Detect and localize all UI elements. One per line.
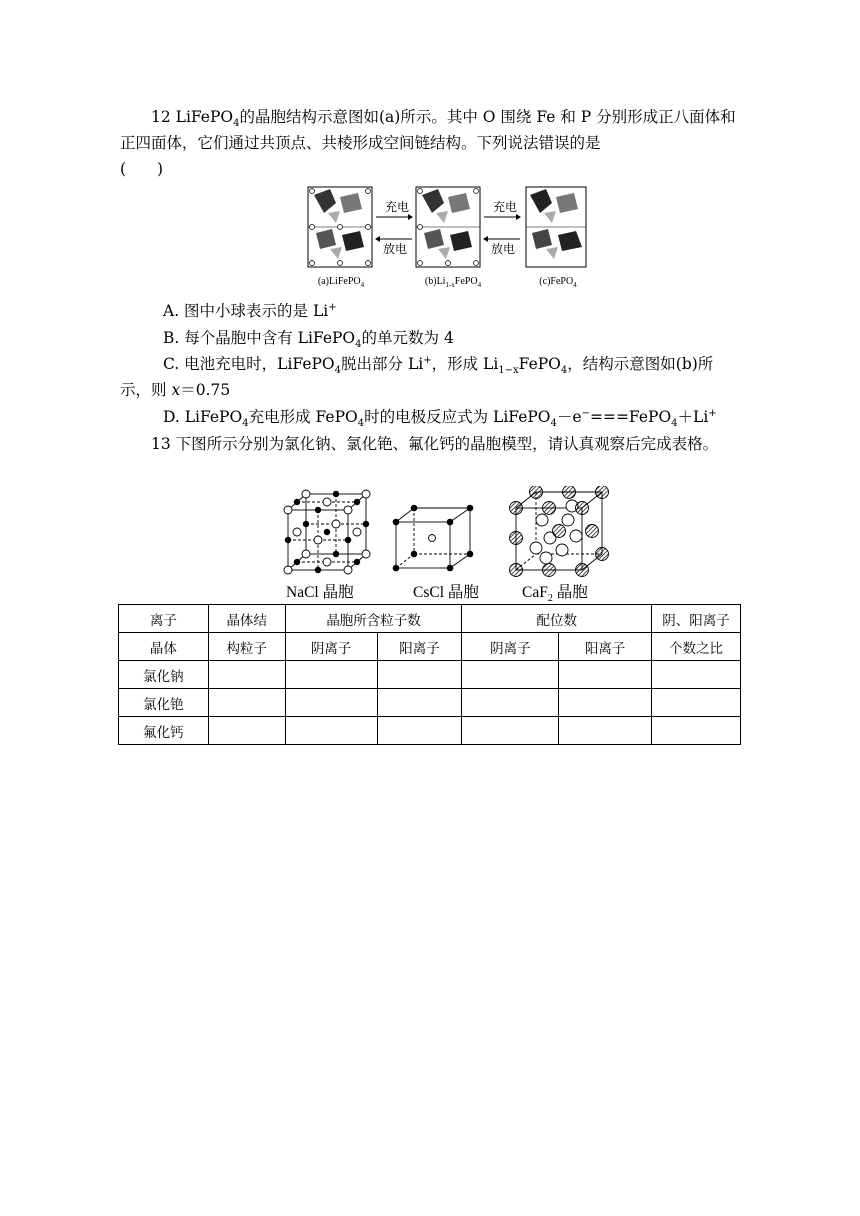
caf2-caption: CaF$_2$ 晶胞 (522, 584, 588, 605)
answer-cell[interactable] (208, 717, 285, 745)
caf2-unit-cell (506, 486, 614, 578)
option-d: D. LiFePO$_4$充电形成 FePO$_4$时的电极反应式为 LiFePO$_4$－e−===FePO$_4$＋Li+ (163, 407, 717, 430)
answer-cell[interactable] (377, 689, 462, 717)
answer-cell[interactable] (377, 661, 462, 689)
answer-cell[interactable] (652, 661, 741, 689)
answer-cell[interactable] (285, 689, 377, 717)
option-c: C. 电池充电时，LiFePO$_4$脱出部分 Li+，形成 $Li_{1-x}FePO_4$，结构示意图如(b)所示，则 x＝0.75 (120, 354, 714, 399)
header-count-anion: 阴离子 (285, 633, 377, 661)
header-crystal-1: 离子 (119, 605, 209, 633)
answer-cell[interactable] (285, 717, 377, 745)
answer-cell[interactable] (559, 717, 652, 745)
caption-c: (c)FePO$_4$ (539, 276, 577, 289)
caption-b: $(b)Li_{1-x}FePO_4$ (424, 276, 482, 289)
table-row (119, 689, 741, 717)
answer-cell[interactable] (285, 661, 377, 689)
header-count: 晶胞所含粒子数 (285, 605, 462, 633)
cell-b-diagram (416, 187, 480, 267)
table-header-row-2 (119, 633, 741, 661)
header-coord-cation: 阳离子 (559, 633, 652, 661)
table-row (119, 717, 741, 745)
answer-cell[interactable] (559, 689, 652, 717)
answer-cell[interactable] (462, 717, 559, 745)
cscl-unit-cell (390, 502, 480, 572)
answer-cell[interactable] (559, 661, 652, 689)
answer-cell[interactable] (652, 717, 741, 745)
discharge-label-2: 放电 (490, 242, 516, 256)
charge-label-2: 充电 (492, 200, 518, 214)
charge-label-1: 充电 (384, 200, 410, 214)
crystal-table (118, 604, 741, 745)
header-ratio-2: 个数之比 (652, 633, 741, 661)
header-struct-1: 晶体结 (208, 605, 285, 633)
nacl-caption: NaCl 晶胞 (286, 584, 354, 601)
charge-discharge-arrows-2 (483, 214, 521, 242)
option-b: B. 每个晶胞中含有 LiFePO$_4$的单元数为 4 (163, 329, 454, 351)
discharge-label-1: 放电 (382, 242, 408, 256)
table-row (119, 661, 741, 689)
header-count-cation: 阳离子 (377, 633, 462, 661)
header-coord: 配位数 (462, 605, 652, 633)
answer-cell[interactable] (208, 661, 285, 689)
q13-stem: 13 下图所示分别为氯化钠、氯化铯、氟化钙的晶胞模型，请认真观察后完成表格。 (151, 435, 719, 453)
option-a: A. 图中小球表示的是 Li+ (163, 301, 337, 320)
cell-a-diagram (308, 187, 372, 267)
table-header-row-1 (119, 605, 741, 633)
row-label: 氯化钠 (119, 661, 209, 689)
answer-cell[interactable] (208, 689, 285, 717)
header-struct-2: 构粒子 (208, 633, 285, 661)
charge-discharge-arrows-1 (375, 214, 413, 242)
answer-cell[interactable] (652, 689, 741, 717)
lifepo4-structure-figure (300, 183, 595, 273)
header-crystal-2: 晶体 (119, 633, 209, 661)
nacl-unit-cell (282, 488, 372, 576)
answer-cell[interactable] (377, 717, 462, 745)
cell-c-diagram (526, 187, 586, 267)
header-ratio-1: 阴、阳离子 (652, 605, 741, 633)
cscl-caption: CsCl 晶胞 (413, 584, 479, 601)
header-coord-anion: 阴离子 (462, 633, 559, 661)
answer-cell[interactable] (462, 689, 559, 717)
answer-cell[interactable] (462, 661, 559, 689)
row-label: 氯化铯 (119, 689, 209, 717)
caption-a: (a)LiFePO$_4$ (317, 276, 365, 289)
q12-stem: 12 LiFePO$_4$的晶胞结构示意图如(a)所示。其中 O 围绕 Fe 和 P 分别形成正八面体和正四面体，它们通过共顶点、共棱形成空间链结构。下列说法错误的是 ( ) (120, 108, 736, 178)
row-label: 氟化钙 (119, 717, 209, 745)
